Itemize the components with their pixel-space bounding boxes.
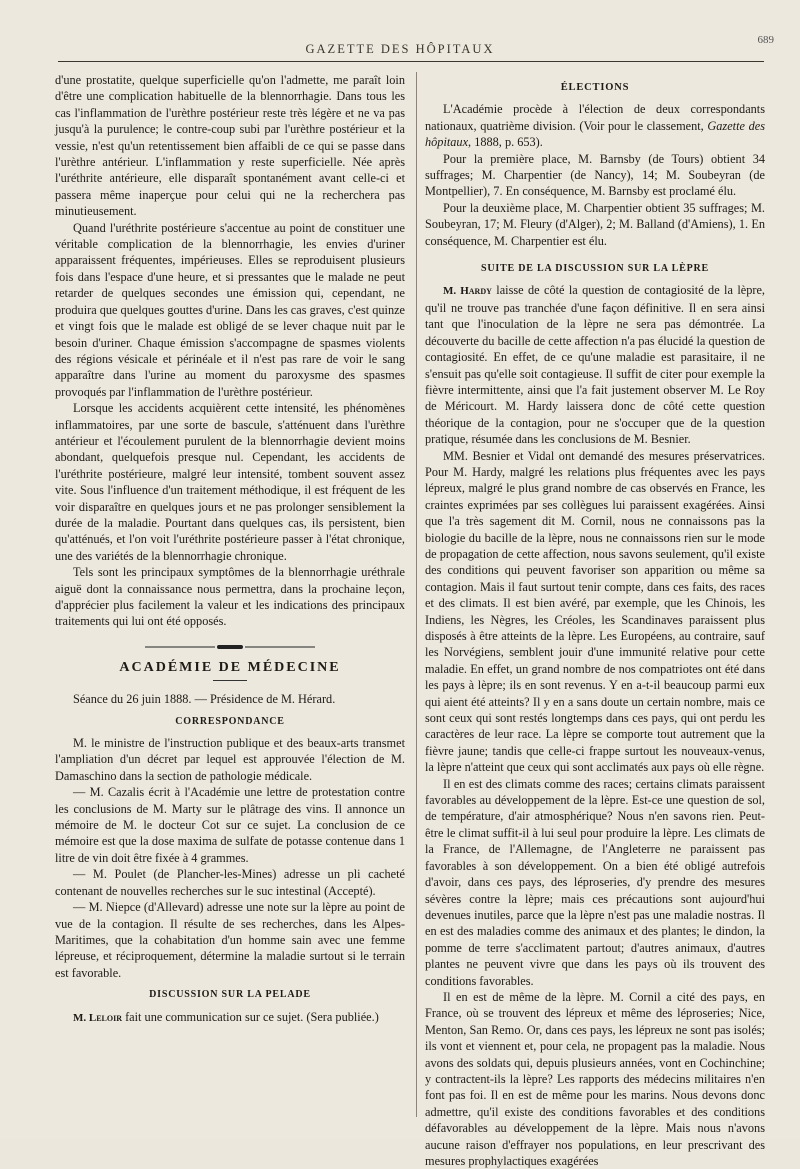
ornament-rule <box>145 644 315 650</box>
paragraph: — M. Cazalis écrit à l'Académie une lettre de protestation contre les conclusions de M. Marty sur le plâtrage des vins. Il annonce un mémoire de M. le docteur Cot sur ce sujet. La conclusion de ce mémoire est que la dose maxima de sulfate de potasse contenue dans 1 litre de vin doit être fixée à 4 grammes. <box>55 785 405 865</box>
paragraph-text: fait une communication sur ce sujet. (Sera publiée.) <box>122 1009 379 1024</box>
paragraph: M. le ministre de l'instruction publique et des beaux-arts transmet l'ampliation d'un décret par lequel est approuvée l'élection de M. Damaschino dans la section de pathologie médicale. <box>55 736 405 783</box>
speaker-name: M. Hardy <box>443 285 492 298</box>
paragraph <box>55 1009 405 1026</box>
paragraph <box>425 282 765 447</box>
paragraph: — M. Poulet (de Plancher-les-Mines) adresse un pli cacheté contenant de nouvelles recherches sur le suc intestinal (Accepté). <box>55 867 405 898</box>
paragraph: Pour la deuxième place, M. Charpentier obtient 35 suffrages; M. Soubeyran, 17; M. Fleury (d'Alger), 2; M. Balland (d'Amiens), 1. En conséquence, M. Charpentier est élu. <box>425 200 765 248</box>
paragraph: Il en est de même de la lèpre. M. Cornil a cité des pays, en France, où se trouvent des lépreux et même des léproseries; Nice, Menton, San Remo. Or, dans ces pays, les lépreux ne sont pas isolés; ils vont et viennent et, pour cela, ne propagent pas la maladie. Nous avons des soldats qui, depuis plusieurs années, vont en Cochinchine; y contractent-ils la lèpre? Les rapports des médecins militaires n'en font pas foi. Il en est de même pour les marins. Nous devons donc admettre, qu'il existe des conditions favorables et des conditions défavorables au développement de la lèpre. Mais nous n'avons aucune raison d'effrayer nos populations, en leur prescrivant des mesures prophylactiques exagérées <box>425 989 765 1168</box>
paragraph: d'une prostatite, quelque superficielle qu'on l'admette, me paraît loin d'être une complication habituelle de la blennorrhagie. Dans tous les cas l'inflammation de l'urèthre postérieur reste très légère et ne va pas jusqu'à la purulence; le contre-coup subi par l'urèthre postérieur et la vessie, n'est qu'un retentissement bien affaibli de ce qui se passe dans l'urèthre antérieur. L'inflammation y reste superficielle. Née après l'uréthrite antérieure, elle disparaît spontanément avant celle-ci et passera même inaperçue pour celui qui ne la recherchera pas minutieusement. <box>55 73 405 219</box>
paragraph-text: , 1888, p. 653). <box>468 135 543 150</box>
paragraph: — M. Niepce (d'Allevard) adresse une note sur la lèpre au point de vue de la contagion. Il résulte de ses recherches, dans les Alpes-Maritimes, que la cohabitation d'un homme sain avec une femme lépreuse, et réciproquement, détermine la maladie surtout si le terrain est favorable. <box>55 900 405 980</box>
subheading: CORRESPONDANCE <box>175 715 285 727</box>
column-divider <box>416 72 417 1117</box>
subheading: SUITE DE LA DISCUSSION SUR LA LÈPRE <box>480 263 710 275</box>
paragraph: Pour la première place, M. Barnsby (de Tours) obtient 34 suffrages; M. Charpentier (de Nancy), 14; M. Soubeyran (de Montpellier), 7. En conséquence, M. Barnsby est proclamé élu. <box>425 151 765 199</box>
paragraph-text: L'Académie procède à l'élection de deux correspondants nationaux, quatrième division. (Voir pour le classement, <box>425 102 765 133</box>
session-line: Séance du 26 juin 1888. — Présidence de M. Hérard. <box>73 692 336 707</box>
paragraph: Quand l'uréthrite postérieure s'accentue au point de constituer une véritable complication de la blennorrhagie, les envies d'uriner apparaissent fréquentes, impérieuses. Elles se reproduisent plusieurs fois dans l'espace d'une heure, et si pressantes que le malade ne peut retarder de quelques secondes une émission qui, cependant, ne produira que quelques gouttes d'urine. Dans les cas graves, c'est quinze et vingt fois que le malade est obligé de se lever chaque nuit par le besoin d'uriner. Chaque émission s'accompagne de spasmes violents des régions vésicale et périnéale et il n'est pas rare de voir le sang apparaître dans l'urine au moment du paroxysme des spasmes provoqués par l'inflammation de l'urèthre postérieur. <box>55 220 406 399</box>
header-rule <box>58 61 764 62</box>
paragraph: Il en est des climats comme des races; certains climats paraissent favorables au développement de la lèpre. Est-ce une question de sol, de température, d'air atmosphérique? Nous n'en savons rien. Peut-être le climat suffit-il à lui seul pour produire la lèpre. Les climats de la France, de l'Allemagne, de l'Angleterre ne paraissent pas favorables à son développement. On a bien été obligé autrefois d'avoir, dans ces pays, des léproseries, d'y prendre des mesures sévères contre la lèpre; mais ces précautions sont aujourd'hui devenues inutiles, parce que la lèpre n'est pas une maladie nostras. Il en est des maladies comme des animaux et des plantes; le dindon, la pomme de terre s'acclimatent partout; d'autres animaux, d'autres plantes ne peuvent vivre que dans les pays où ils trouvent des conditions favorables. <box>425 776 765 988</box>
right-column <box>425 72 765 1169</box>
section-title: ACADÉMIE DE MÉDECINE <box>119 659 341 675</box>
running-title: GAZETTE DES HÔPITAUX <box>305 42 495 56</box>
journal-title: Gazette des hôpitaux <box>425 118 765 150</box>
subheading: DISCUSSION SUR LA PELADE <box>149 989 311 1001</box>
short-rule <box>213 680 247 681</box>
paragraph: MM. Besnier et Vidal ont demandé des mesures préservatrices. Pour M. Hardy, malgré les relations plus fréquentes avec les pays lépreux, malgré le plus grand nombre de cas observés en France, les craintes exprimées par ses collègues lui paraissent exagérées. Ainsi que l'a très sagement dit M. Cornil, nous ne connaissons pas la biologie du bacille de la lèpre, nous ne connaissons rien sur le mode de propagation de cette affection, nous savons seulement, qu'il existe des conditions qui peuvent favoriser son apparition ou même sa contagion. Mais il faut surtout tenir compte, dans ces faits, des races et des climats. Il est bien avéré, par exemple, que les Chinois, les Indiens, les Nègres, les Créoles, les Scandinaves paraissent plus disposés à être atteints de la lèpre. Les Européens, au contraire, sauf les Norvégiens, semblent jouir d'une immunité relative pour cette maladie. En effet, un grand nombre de nos compatriotes ont été dans les pays à lèpre; ils en sont revenus. Y en a-t-il beaucoup parmi eux qui aient été atteints? Il y en a sans doute un certain nombre, mais ce sont ceux qui sont restés longtemps dans ces pays, qui ont perdu les caractères de leur race. La lèpre se comporte tout autrement que la fièvre jaune; tandis que celle-ci frappe surtout les nouveaux-venus, la lèpre n'atteint que ceux qui sont acclimatés aux pays où elle règne. <box>425 448 765 775</box>
speaker-name: M. Leloir <box>73 1011 123 1024</box>
left-column <box>55 72 405 1026</box>
paragraph <box>425 101 765 150</box>
page-number: 689 <box>757 34 774 46</box>
paragraph-text: laisse de côté la question de contagiosité de la lèpre, qu'il ne trouve pas tranchée d'une façon définitive. Il en sera ainsi tant que l'inoculation de la lèpre ne sera pas démontrée. La découverte du bacille de cette affection n'a pas élucidé la question de contagiosité. En effet, de ce qu'une maladie est parasitaire, il ne s'ensuit pas qu'elle soit contagieuse. Il suffit de citer pour exemple la fièvre intermittente, ainsi que l'a fait justement observer M. Le Roy de Méricourt. M. Hardy laissera donc de côté cette question théorique de la contagion, pour ne s'occuper que de la question pratique, résumée dans les conclusions de M. Besnier. <box>425 283 765 447</box>
subheading: ÉLECTIONS <box>560 82 630 93</box>
paragraph: Lorsque les accidents acquièrent cette intensité, les phénomènes inflammatoires, par une sorte de bascule, s'atténuent dans l'urèthre antérieur et l'écoulement purulent de la blennorrhagie devient moins abondant, quelquefois presque nul. Cependant, les accidents de l'uréthrite postérieure, malgré leur intensité, tombent souvent assez vite. Sous l'influence d'un traitement méthodique, il est fréquent de les voir disparaître en quelques jours et ne pas prolonger sensiblement la durée de la maladie. Pourtant dans quelques cas, ils persistent, bien qu'atténués, et l'on voit l'uréthrite postérieure passer à l'état chronique, une des variétés de la blennorrhagie chronique. <box>55 401 405 563</box>
paragraph: Tels sont les principaux symptômes de la blennorrhagie uréthrale aiguë dont la connaissance nous permettra, dans la prochaine leçon, d'apprécier plus facilement la valeur et les indications des principaux traitements qui lui ont été opposés. <box>55 565 405 629</box>
